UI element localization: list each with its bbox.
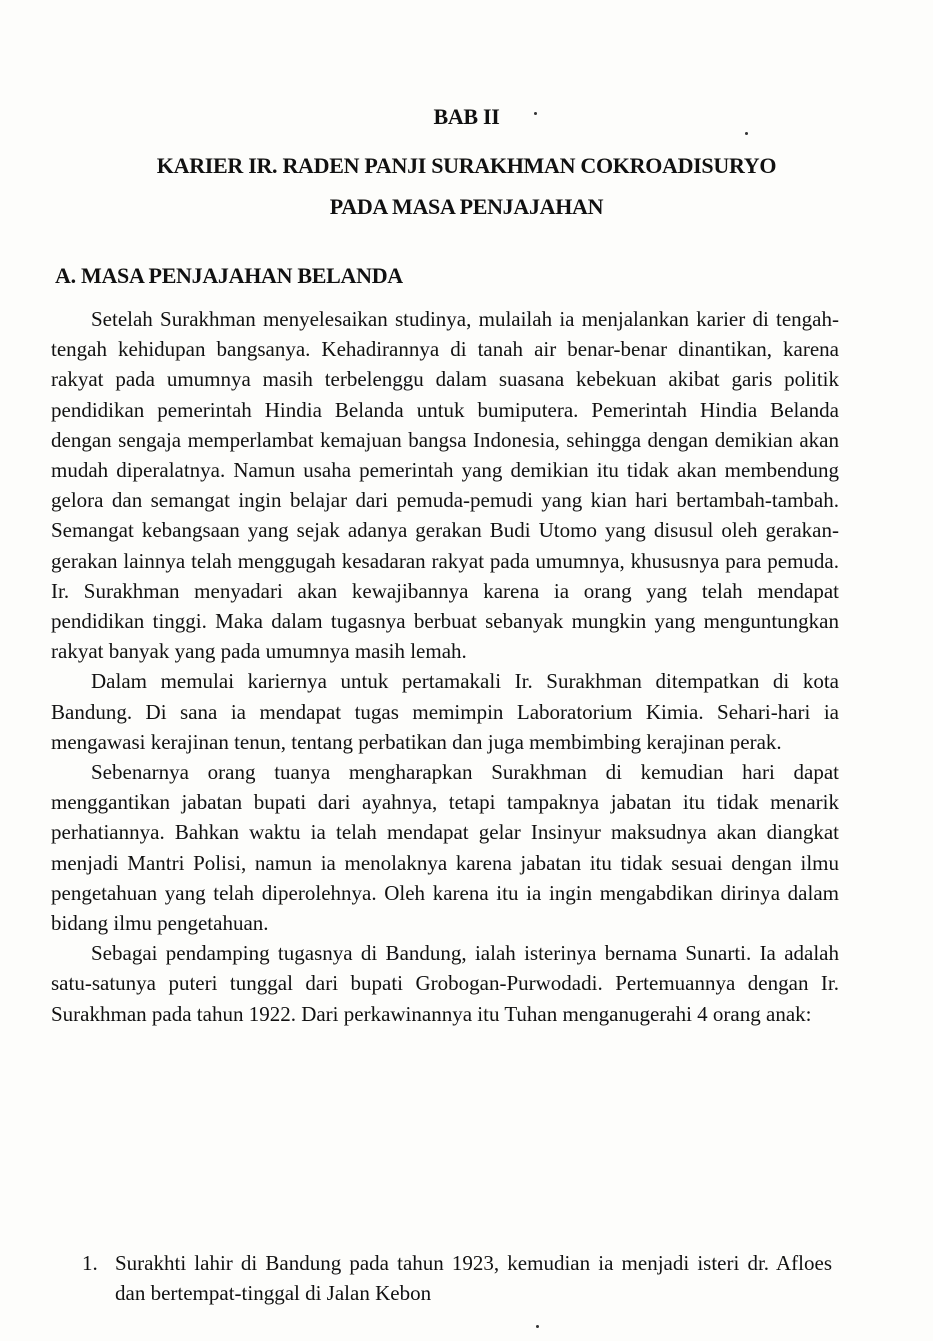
chapter-title-line-1: KARIER IR. RADEN PANJI SURAKHMAN COKROADISURYO: [156, 153, 777, 178]
chapter-label: BAB II: [433, 104, 500, 129]
body-text: [51, 304, 839, 1029]
scan-speck: [536, 1325, 539, 1328]
list-item-marker: 1.: [82, 1251, 98, 1275]
children-list: [82, 1248, 832, 1308]
scan-speck: [745, 132, 748, 135]
paragraph-4: Sebagai pendamping tugasnya di Bandung, ialah isterinya bernama Sunarti. Ia adalah satu-satunya puteri tunggal dari bupati Grobogan-Purwodadi. Pertemuannya dengan Ir. Surakhman pada tahun 1922. Dari perkawinannya itu Tuhan menganugerahi 4 orang anak:: [51, 941, 839, 1026]
list-item-text: Surakhti lahir di Bandung pada tahun 1923, kemudian ia menjadi isteri dr. Afloes dan bertempat-tinggal di Jalan Kebon: [115, 1251, 832, 1306]
paragraph-1: Setelah Surakhman menyelesaikan studinya, mulailah ia menjalankan karier di tengah-tengah kehidupan bangsanya. Kehadirannya di tanah air benar-benar dinantikan, karena rakyat pada umumnya masih terbelenggu dalam suasana kebekuan akibat garis politik pendidikan pemerintah Hindia Belanda untuk bumiputera. Pemerintah Hindia Belanda dengan sengaja memperlambat kemajuan bangsa Indonesia, sehingga dengan demikian akan mudah diperalatnya. Namun usaha pemerintah yang demikian itu tidak akan membendung gelora dan semangat ingin belajar dari pemuda-pemudi yang kian hari bertambah-tambah. Semangat kebangsaan yang sejak adanya gerakan Budi Utomo yang disusul oleh gerakan-gerakan lainnya telah menggugah kesadaran rakyat pada umumnya, khususnya para pemuda. Ir. Surakhman menyadari akan kewajibannya karena ia orang yang telah mendapat pendidikan tinggi. Maka dalam tugasnya berbuat sebanyak mungkin yang menguntungkan rakyat banyak yang pada umumnya masih lemah.: [51, 307, 839, 664]
paragraph-3: Sebenarnya orang tuanya mengharapkan Surakhman di kemudian hari dapat menggantikan jabatan bupati dari ayahnya, tetapi tampaknya jabatan itu tidak menarik perhatiannya. Bahkan waktu ia telah mendapat gelar Insinyur maksudnya akan diangkat menjadi Mantri Polisi, namun ia menolaknya karena jabatan itu tidak sesuai dengan ilmu pengetahuan yang telah diperolehnya. Oleh karena itu ia ingin mengabdikan dirinya dalam bidang ilmu pengetahuan.: [51, 760, 839, 936]
paragraph-2: Dalam memulai kariernya untuk pertamakali Ir. Surakhman ditempatkan di kota Bandung. Di sana ia mendapat tugas memimpin Laboratorium Kimia. Sehari-hari ia mengawasi kerajinan tenun, tentang perbatikan dan juga membimbing kerajinan perak.: [51, 669, 839, 754]
list-item: [82, 1248, 832, 1308]
scan-speck: [534, 112, 537, 115]
section-heading: A. MASA PENJAJAHAN BELANDA: [55, 263, 403, 288]
chapter-title-line-2: PADA MASA PENJAJAHAN: [329, 194, 604, 219]
